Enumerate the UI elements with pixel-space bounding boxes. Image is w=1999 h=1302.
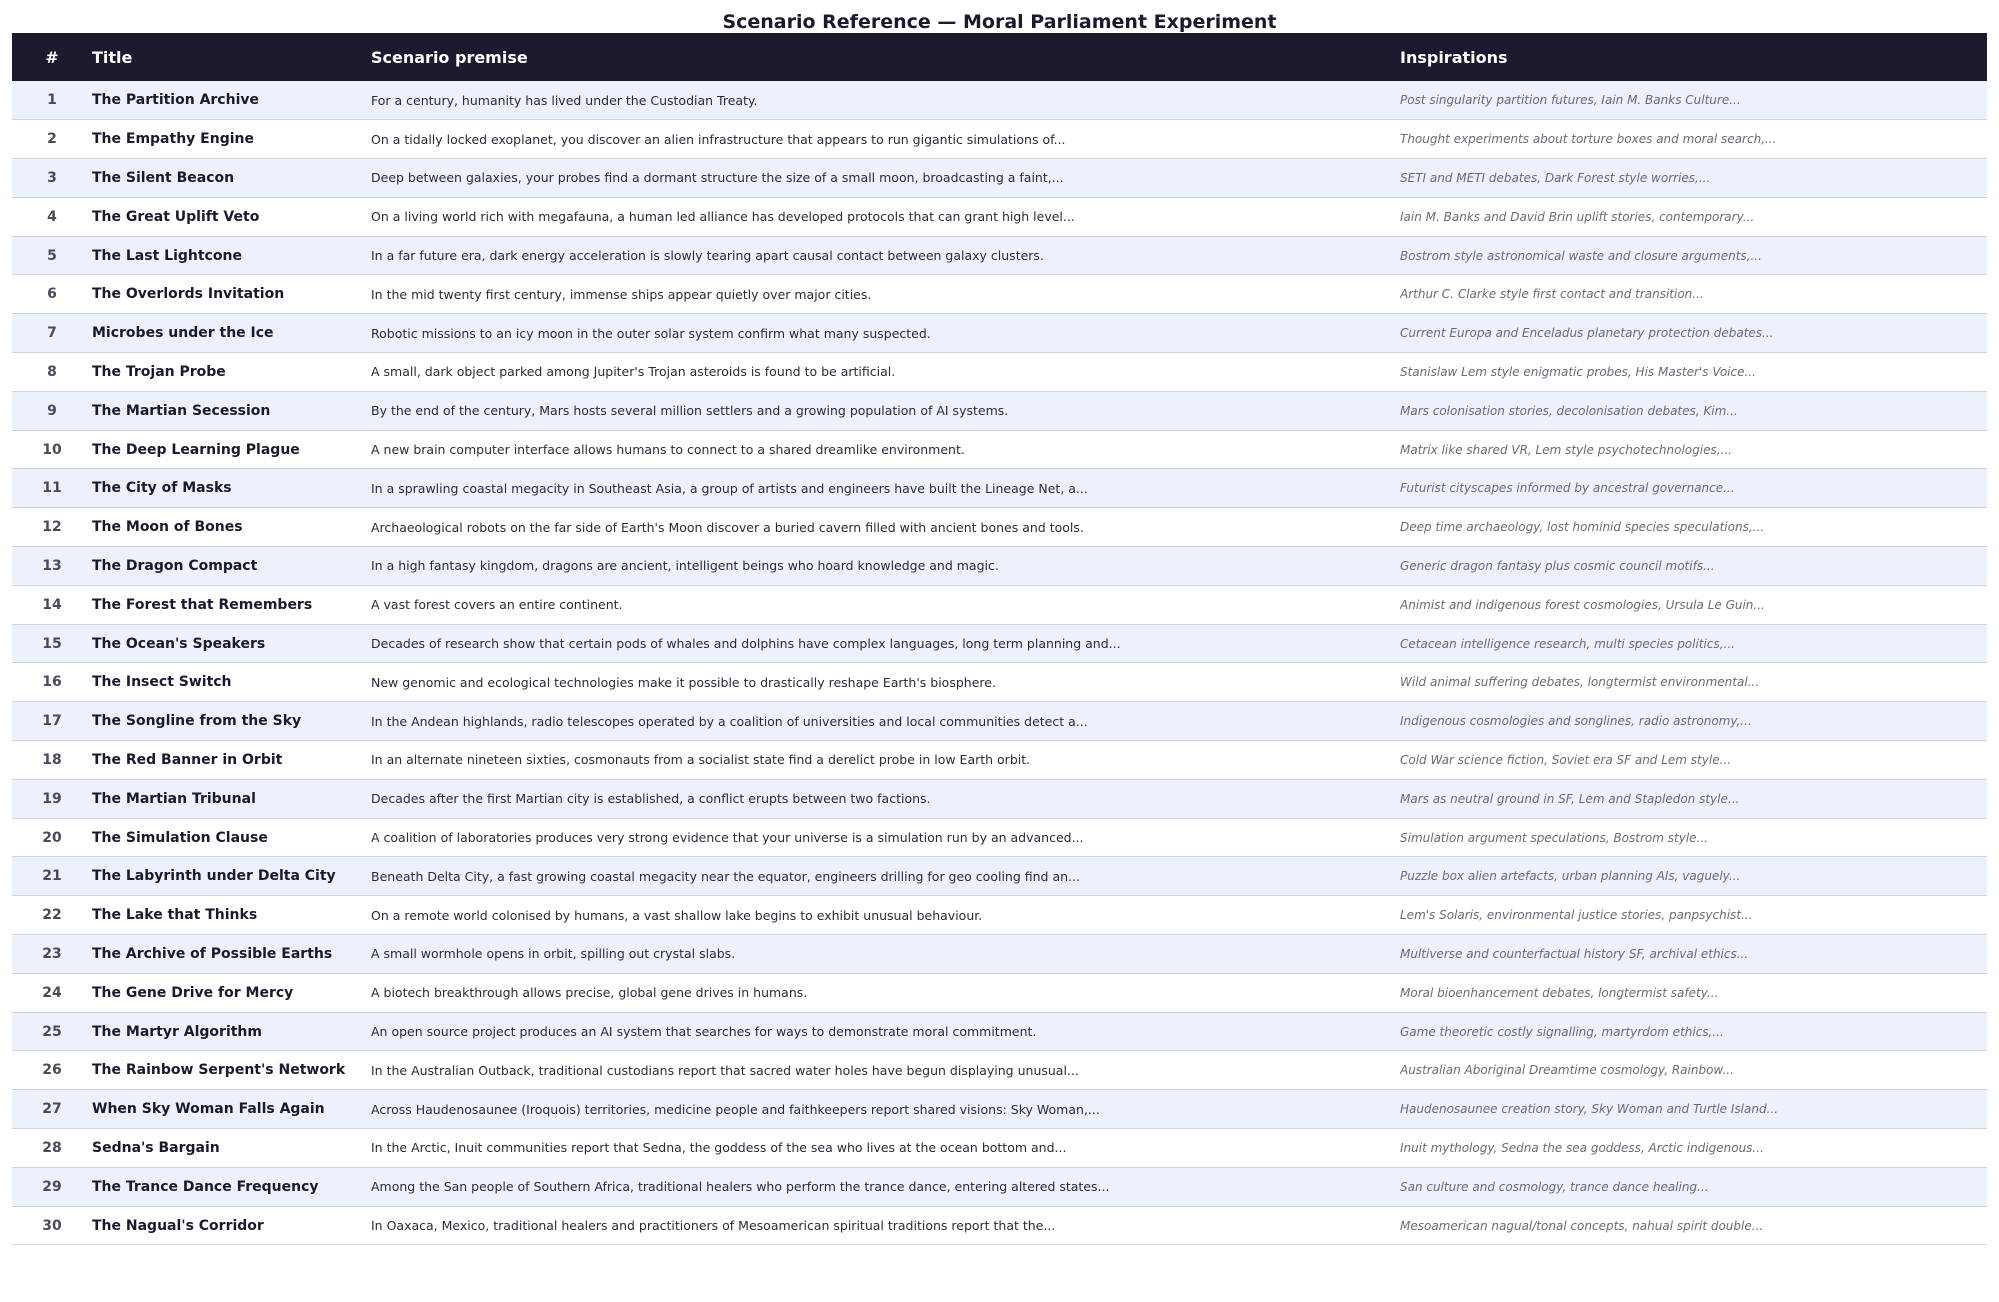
row-title: The Trojan Probe <box>92 363 226 380</box>
row-number: 13 <box>42 557 62 574</box>
row-title: The Martian Tribunal <box>92 790 256 807</box>
table-row[interactable] <box>12 391 1987 430</box>
table-row[interactable] <box>12 508 1987 547</box>
table-row[interactable] <box>12 741 1987 780</box>
row-inspirations: Australian Aboriginal Dreamtime cosmology, Rainbow... <box>1400 1063 1734 1078</box>
table-row[interactable] <box>12 469 1987 508</box>
table-row[interactable] <box>12 857 1987 896</box>
row-number: 28 <box>42 1139 62 1156</box>
row-premise: A small, dark object parked among Jupiter's Trojan asteroids is found to be artificial. <box>371 364 896 380</box>
row-title: The Partition Archive <box>92 92 259 109</box>
table-row[interactable] <box>12 935 1987 974</box>
row-number: 20 <box>42 829 62 846</box>
row-inspirations: Matrix like shared VR, Lem style psychotechnologies,... <box>1400 442 1732 457</box>
row-inspirations: Deep time archaeology, lost hominid species speculations,... <box>1400 520 1765 535</box>
row-inspirations: Lem's Solaris, environmental justice stories, panpsychist... <box>1400 908 1753 923</box>
row-premise: Decades after the first Martian city is established, a conflict erupts between two factions. <box>371 791 931 807</box>
row-title: The Last Lightcone <box>92 247 242 264</box>
table-body <box>12 81 1987 1245</box>
row-inspirations: SETI and METI debates, Dark Forest style worries,... <box>1400 170 1711 185</box>
row-title: The Martyr Algorithm <box>92 1023 262 1040</box>
row-title: The Red Banner in Orbit <box>92 751 283 768</box>
row-title: The Archive of Possible Earths <box>92 945 333 962</box>
row-inspirations: Futurist cityscapes informed by ancestral governance... <box>1400 481 1735 496</box>
table-row[interactable] <box>12 1012 1987 1051</box>
row-number: 14 <box>42 596 62 613</box>
table-row[interactable] <box>12 779 1987 818</box>
row-number: 27 <box>42 1101 62 1118</box>
row-premise: A vast forest covers an entire continent. <box>371 597 623 613</box>
column-header-inspirations[interactable]: Inspirations <box>1400 47 1508 67</box>
row-title: Sedna's Bargain <box>92 1139 220 1156</box>
column-header-premise[interactable]: Scenario premise <box>371 47 528 67</box>
row-inspirations: Moral bioenhancement debates, longtermist safety... <box>1400 985 1719 1000</box>
table-row[interactable] <box>12 663 1987 702</box>
row-title: When Sky Woman Falls Again <box>92 1101 325 1118</box>
row-title: The City of Masks <box>92 480 232 497</box>
row-title: The Labyrinth under Delta City <box>92 868 336 885</box>
row-number: 1 <box>47 92 57 109</box>
table-header-row <box>12 33 1987 81</box>
row-inspirations: Game theoretic costly signalling, martyrdom ethics,... <box>1400 1024 1724 1039</box>
table-row[interactable] <box>12 275 1987 314</box>
page-title: Scenario Reference — Moral Parliament Experiment <box>722 11 1277 33</box>
row-inspirations: Inuit mythology, Sedna the sea goddess, Arctic indigenous... <box>1400 1140 1764 1155</box>
row-number: 21 <box>42 868 62 885</box>
table-row[interactable] <box>12 81 1987 120</box>
row-title: Microbes under the Ice <box>92 325 274 342</box>
table-row[interactable] <box>12 197 1987 236</box>
row-inspirations: Cetacean intelligence research, multi species politics,... <box>1400 636 1735 651</box>
table-row[interactable] <box>12 1051 1987 1090</box>
row-inspirations: Simulation argument speculations, Bostrom style... <box>1400 830 1708 845</box>
row-inspirations: Haudenosaunee creation story, Sky Woman and Turtle Island... <box>1400 1102 1779 1117</box>
row-inspirations: Post singularity partition futures, Iain M. Banks Culture... <box>1400 93 1741 108</box>
column-header-title[interactable]: Title <box>92 47 133 67</box>
row-inspirations: Generic dragon fantasy plus cosmic council motifs... <box>1400 558 1715 573</box>
row-title: The Gene Drive for Mercy <box>92 984 294 1001</box>
row-title: The Trance Dance Frequency <box>92 1178 319 1195</box>
row-premise: In a far future era, dark energy acceleration is slowly tearing apart causal contact between galaxy clusters. <box>371 248 1044 264</box>
row-premise: In Oaxaca, Mexico, traditional healers and practitioners of Mesoamerican spiritual traditions report that the... <box>371 1218 1056 1233</box>
row-inspirations: Wild animal suffering debates, longtermist environmental... <box>1400 675 1760 690</box>
row-number: 16 <box>42 674 62 691</box>
row-title: The Empathy Engine <box>92 131 254 148</box>
row-inspirations: Mars colonisation stories, decolonisation debates, Kim... <box>1400 403 1738 418</box>
row-premise: A small wormhole opens in orbit, spilling out crystal slabs. <box>371 946 736 962</box>
row-title: The Overlords Invitation <box>92 286 285 303</box>
table-row[interactable] <box>12 1090 1987 1129</box>
row-inspirations: Thought experiments about torture boxes and moral search,... <box>1400 132 1777 147</box>
row-number: 2 <box>47 131 57 148</box>
row-inspirations: Arthur C. Clarke style first contact and transition... <box>1400 287 1704 302</box>
row-premise: In the Andean highlands, radio telescopes operated by a coalition of universities and local communities detect a... <box>371 713 1088 729</box>
row-title: The Deep Learning Plague <box>92 441 300 458</box>
row-number: 4 <box>47 208 57 225</box>
row-premise: Deep between galaxies, your probes find a dormant structure the size of a small moon, broadcasting a faint,... <box>371 170 1064 186</box>
row-title: The Songline from the Sky <box>92 713 302 730</box>
row-number: 22 <box>42 907 62 924</box>
row-inspirations: Stanislaw Lem style enigmatic probes, His Master's Voice... <box>1400 364 1756 379</box>
row-number: 5 <box>47 247 57 264</box>
row-number: 25 <box>42 1023 62 1040</box>
row-number: 17 <box>42 713 62 730</box>
table-row[interactable] <box>12 1129 1987 1168</box>
row-number: 8 <box>47 363 57 380</box>
row-title: The Ocean's Speakers <box>92 635 266 652</box>
row-number: 3 <box>47 169 57 186</box>
row-premise: An open source project produces an AI system that searches for ways to demonstrate moral commitment. <box>371 1024 1037 1040</box>
row-inspirations: Cold War science fiction, Soviet era SF and Lem style... <box>1400 752 1732 767</box>
row-inspirations: Animist and indigenous forest cosmologies, Ursula Le Guin... <box>1400 597 1765 612</box>
row-inspirations: San culture and cosmology, trance dance healing... <box>1400 1179 1709 1194</box>
row-inspirations: Current Europa and Enceladus planetary protection debates... <box>1400 326 1774 341</box>
row-premise: Across Haudenosaunee (Iroquois) territories, medicine people and faithkeepers report shared visions: Sky Woman,... <box>371 1101 1100 1117</box>
row-premise: A biotech breakthrough allows precise, global gene drives in humans. <box>371 985 808 1001</box>
row-number: 19 <box>42 790 62 807</box>
table-row[interactable] <box>12 624 1987 663</box>
row-number: 10 <box>42 441 62 458</box>
scenario-table <box>12 33 1987 1245</box>
row-number: 30 <box>42 1217 62 1234</box>
row-premise: Decades of research show that certain pods of whales and dolphins have complex languages, long term planning and... <box>371 636 1121 652</box>
row-premise: Archaeological robots on the far side of Earth's Moon discover a buried cavern filled with ancient bones and tools. <box>371 519 1084 535</box>
row-number: 6 <box>47 286 57 303</box>
table-row[interactable] <box>12 1206 1987 1245</box>
row-inspirations: Indigenous cosmologies and songlines, radio astronomy,... <box>1400 714 1752 729</box>
row-premise: A coalition of laboratories produces very strong evidence that your universe is a simulation run by an advanced... <box>371 830 1084 846</box>
row-title: The Insect Switch <box>92 674 232 691</box>
table-row[interactable] <box>12 1167 1987 1206</box>
table-row[interactable] <box>12 236 1987 275</box>
row-number: 18 <box>42 751 62 768</box>
table-row[interactable] <box>12 973 1987 1012</box>
row-premise: Among the San people of Southern Africa, traditional healers who perform the trance dance, entering altered states... <box>371 1179 1110 1195</box>
row-number: 11 <box>42 480 62 497</box>
row-inspirations: Multiverse and counterfactual history SF, archival ethics... <box>1400 946 1749 961</box>
row-number: 26 <box>42 1062 62 1079</box>
row-number: 23 <box>42 945 62 962</box>
row-premise: On a tidally locked exoplanet, you discover an alien infrastructure that appears to run gigantic simulations of... <box>371 131 1066 147</box>
row-premise: A new brain computer interface allows humans to connect to a shared dreamlike environment. <box>371 442 965 458</box>
row-title: The Silent Beacon <box>92 169 235 186</box>
row-inspirations: Mesoamerican nagual/tonal concepts, nahual spirit double... <box>1400 1218 1764 1233</box>
table-row[interactable] <box>12 896 1987 935</box>
row-premise: Beneath Delta City, a fast growing coastal megacity near the equator, engineers drilling for geo cooling find an... <box>371 868 1080 884</box>
row-premise: On a living world rich with megafauna, a human led alliance has developed protocols that can grant high level... <box>371 209 1075 225</box>
row-number: 9 <box>47 402 57 419</box>
row-title: The Forest that Remembers <box>92 596 313 613</box>
row-premise: Robotic missions to an icy moon in the outer solar system confirm what many suspected. <box>371 325 931 341</box>
row-number: 29 <box>42 1178 62 1195</box>
row-number: 24 <box>42 984 62 1001</box>
row-title: The Rainbow Serpent's Network <box>92 1062 346 1079</box>
row-title: The Moon of Bones <box>92 519 243 536</box>
row-title: The Nagual's Corridor <box>92 1217 264 1234</box>
table-row[interactable] <box>12 159 1987 198</box>
table-row[interactable] <box>12 353 1987 392</box>
row-title: The Great Uplift Veto <box>92 208 260 225</box>
row-premise: In the mid twenty first century, immense ships appear quietly over major cities. <box>371 286 872 302</box>
row-number: 15 <box>42 635 62 652</box>
row-premise: On a remote world colonised by humans, a vast shallow lake begins to exhibit unusual behaviour. <box>371 907 983 923</box>
row-inspirations: Puzzle box alien artefacts, urban planning AIs, vaguely... <box>1400 869 1741 884</box>
table-row[interactable] <box>12 314 1987 353</box>
table-row[interactable] <box>12 702 1987 741</box>
row-premise: In a high fantasy kingdom, dragons are ancient, intelligent beings who hoard knowledge and magic. <box>371 558 999 574</box>
column-header-number[interactable]: # <box>45 47 59 67</box>
table-row[interactable] <box>12 120 1987 159</box>
row-title: The Lake that Thinks <box>92 907 258 924</box>
row-premise: New genomic and ecological technologies make it possible to drastically reshape Earth's biosphere. <box>371 674 996 690</box>
row-title: The Simulation Clause <box>92 829 268 846</box>
row-title: The Dragon Compact <box>92 557 258 574</box>
row-premise: In the Australian Outback, traditional custodians report that sacred water holes have begun displaying unusual... <box>371 1062 1079 1078</box>
row-number: 7 <box>47 325 57 342</box>
row-premise: By the end of the century, Mars hosts several million settlers and a growing population of AI systems. <box>371 403 1009 419</box>
table-row[interactable] <box>12 430 1987 469</box>
row-title: The Martian Secession <box>92 402 271 419</box>
row-premise: In the Arctic, Inuit communities report that Sedna, the goddess of the sea who lives at the ocean bottom and... <box>371 1140 1067 1156</box>
row-premise: For a century, humanity has lived under the Custodian Treaty. <box>371 92 758 108</box>
row-inspirations: Mars as neutral ground in SF, Lem and Stapledon style... <box>1400 791 1740 806</box>
row-premise: In an alternate nineteen sixties, cosmonauts from a socialist state find a derelict probe in low Earth orbit. <box>371 752 1031 768</box>
table-row[interactable] <box>12 818 1987 857</box>
row-number: 12 <box>42 519 62 536</box>
row-inspirations: Iain M. Banks and David Brin uplift stories, contemporary... <box>1400 209 1755 224</box>
table-row[interactable] <box>12 585 1987 624</box>
row-inspirations: Bostrom style astronomical waste and closure arguments,... <box>1400 248 1762 263</box>
table-row[interactable] <box>12 547 1987 586</box>
row-premise: In a sprawling coastal megacity in Southeast Asia, a group of artists and engineers have built the Lineage Net, a... <box>371 480 1088 496</box>
